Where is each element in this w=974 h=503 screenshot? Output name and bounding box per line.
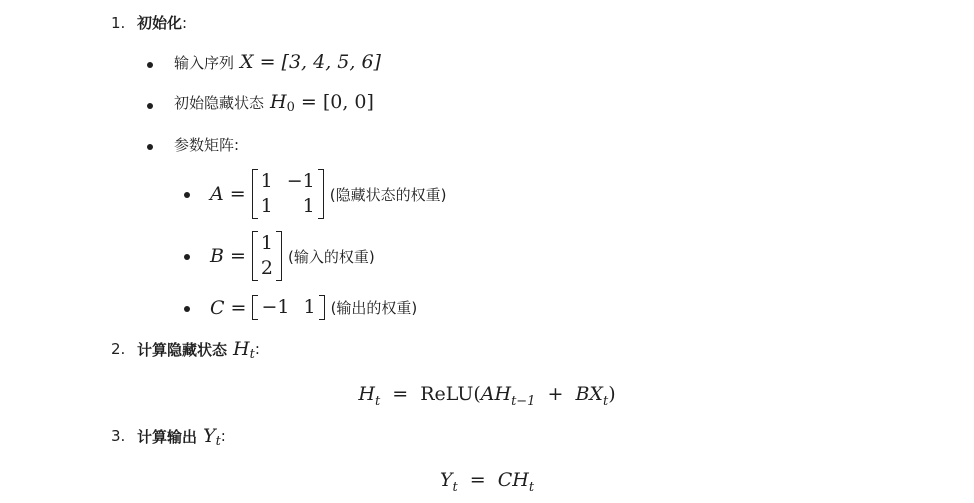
output-equation — [0, 469, 974, 495]
matrix-b-eq: = — [229, 245, 246, 267]
hidden-sub: 0 — [286, 99, 295, 115]
input-sequence-math: X = [3, 4, 5, 6] — [240, 51, 381, 73]
matrix-b-cell: 1 — [260, 232, 273, 254]
matrix-a-eq: = — [229, 183, 246, 205]
matrix-c-cell: 1 — [303, 296, 316, 318]
sub-bullet-dot — [184, 306, 190, 312]
input-sequence-label: 输入序列 — [174, 53, 235, 72]
matrix-a-cell: 1 — [302, 195, 315, 217]
hidden-var: H — [270, 91, 287, 113]
eq-term-b: BX — [575, 383, 603, 405]
step-title-colon: : — [254, 340, 260, 358]
param-matrices-label: 参数矩阵: — [174, 136, 240, 154]
input-sequence-item — [174, 51, 381, 73]
matrix-b-var: B — [210, 245, 224, 267]
sub-bullet-dot — [184, 192, 190, 198]
bullet-dot — [147, 62, 153, 68]
eq-rhs: CH — [497, 469, 529, 491]
step-title-var: H — [233, 338, 250, 360]
matrix-c-eq: = — [230, 296, 247, 319]
step-number: 3. — [111, 427, 126, 445]
step-number: 2. — [111, 340, 126, 358]
matrix-c-item — [210, 295, 417, 320]
eq-term-a-sub: t−1 — [511, 394, 536, 409]
matrix-a-cell: 1 — [260, 195, 273, 217]
step-title-sub: t — [249, 346, 255, 362]
step-title: 计算隐藏状态 — [137, 340, 228, 359]
step-title-colon: : — [182, 13, 188, 32]
step-2-heading — [111, 338, 260, 360]
step-3-heading — [111, 425, 226, 447]
matrix-a-item — [210, 169, 446, 219]
eq-term-a: AH — [480, 383, 512, 405]
hidden-value: = [0, 0] — [300, 91, 374, 113]
initial-hidden-state-item — [174, 91, 374, 113]
eq-lhs-sub: t — [452, 480, 458, 495]
eq-lhs: H — [358, 383, 375, 405]
eq-relu: ReLU( — [420, 383, 481, 405]
matrix-a-var: A — [210, 183, 224, 205]
eq-equals: = — [392, 383, 409, 405]
matrix-b-item — [210, 231, 375, 281]
bullet-dot — [147, 144, 153, 150]
eq-lhs-sub: t — [374, 394, 381, 409]
matrix-a-cell: −1 — [286, 170, 315, 192]
step-title-var: Y — [203, 425, 216, 447]
matrix-a-note: (隐藏状态的权重) — [329, 185, 447, 204]
matrix-b-cell: 2 — [260, 257, 273, 279]
eq-term-b-sub: t — [602, 394, 609, 409]
matrix-c-var: C — [210, 296, 225, 319]
step-title: 计算输出 — [137, 427, 198, 446]
matrix-b-note: (输入的权重) — [287, 247, 375, 266]
eq-close-paren: ) — [608, 383, 616, 405]
step-title: 初始化 — [137, 14, 183, 32]
matrix-a-cell: 1 — [260, 170, 273, 192]
step-title-colon: : — [220, 427, 226, 445]
matrix-c-cell: −1 — [261, 296, 290, 318]
eq-rhs-sub: t — [528, 480, 535, 495]
step-number: 1. — [111, 13, 126, 32]
sub-bullet-dot — [184, 254, 190, 260]
eq-equals: = — [469, 469, 486, 491]
eq-lhs: Y — [439, 469, 453, 491]
matrix-b — [252, 231, 282, 281]
initial-hidden-state-label: 初始隐藏状态 — [174, 93, 265, 112]
matrix-a — [252, 169, 324, 219]
hidden-state-equation — [0, 383, 974, 409]
bullet-dot — [147, 103, 153, 109]
matrix-c-note: (输出的权重) — [330, 299, 418, 317]
step-title-sub: t — [215, 433, 221, 449]
matrix-c — [252, 295, 324, 320]
eq-plus: + — [547, 383, 564, 405]
step-1-heading — [111, 12, 187, 33]
